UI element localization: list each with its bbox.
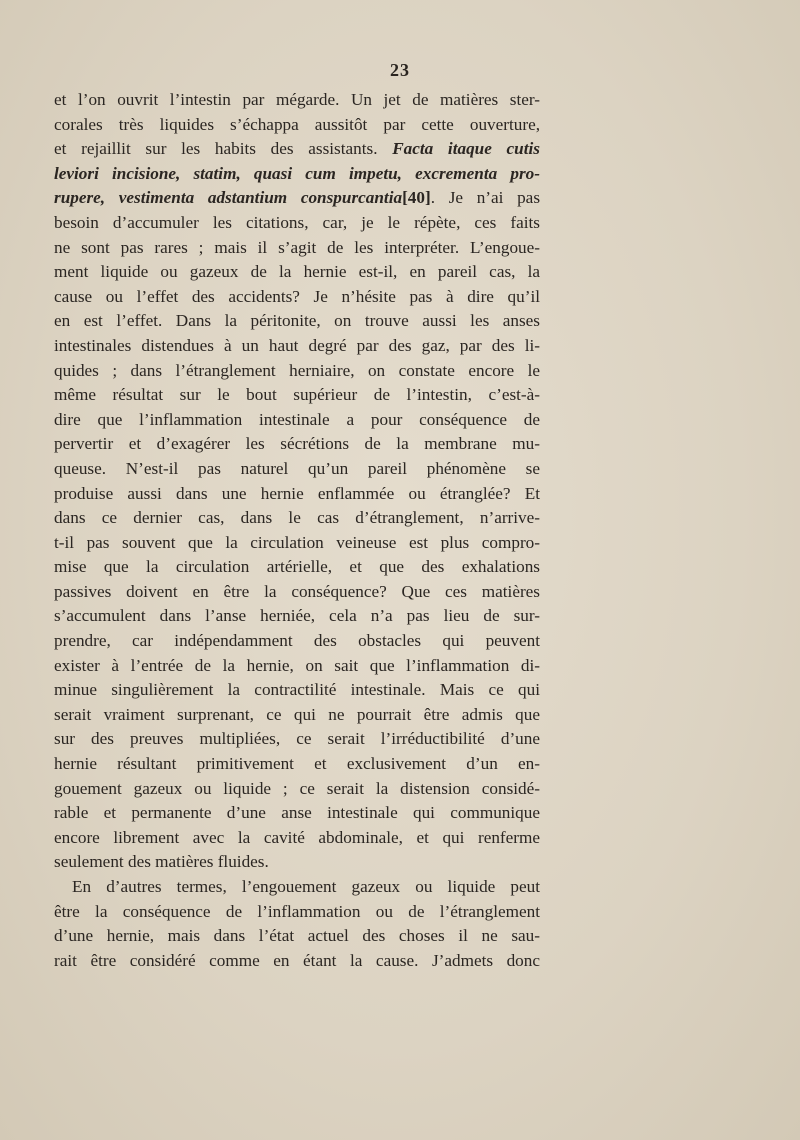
text-line <box>54 432 540 457</box>
text-segment: queuse. N’est-il pas naturel qu’un pareil phénomène se <box>54 458 540 478</box>
text-line <box>54 186 540 211</box>
text-segment: et rejaillit sur les habits des assistants. <box>54 139 393 159</box>
text-line <box>54 88 540 113</box>
text-segment: dire que l’inflammation intestinale a pour conséquence de <box>54 409 540 429</box>
text-segment: t-il pas souvent que la circulation veineuse est plus compro- <box>54 532 540 552</box>
text-line <box>54 334 540 359</box>
citation-ref: [40] <box>402 188 431 208</box>
text-line <box>54 113 540 138</box>
text-line <box>54 359 540 384</box>
text-segment: passives doivent en être la conséquence? Que ces matières <box>54 581 540 601</box>
text-segment: ne sont pas rares ; mais il s’agit de les interpréter. L’engoue- <box>54 237 540 257</box>
text-segment: même résultat sur le bout supérieur de l’intestin, c’est-à- <box>54 385 540 405</box>
text-segment: besoin d’accumuler les citations, car, je le répète, ces faits <box>54 212 540 232</box>
text-line <box>54 949 540 974</box>
text-segment: intestinales distendues à un haut degré par des gaz, par des li- <box>54 335 540 355</box>
text-segment: prendre, car indépendamment des obstacles qui peuvent <box>54 631 540 651</box>
text-line <box>54 309 540 334</box>
text-segment: En d’autres termes, l’engouement gazeux ou liquide peut <box>72 877 540 896</box>
text-segment: mise que la circulation artérielle, et que des exhalations <box>54 557 540 577</box>
text-line <box>54 850 540 875</box>
text-segment: rable et permanente d’une anse intestinale qui communique <box>54 803 540 823</box>
text-line <box>54 900 540 925</box>
text-line <box>54 211 540 236</box>
text-segment: et l’on ouvrit l’intestin par mégarde. Un jet de matières ster- <box>54 90 540 109</box>
text-segment: quides ; dans l’étranglement herniaire, on constate encore le <box>54 360 540 380</box>
text-segment: corales très liquides s’échappa aussitôt par cette ouverture, <box>54 114 540 134</box>
text-line <box>54 285 540 310</box>
text-segment: en est l’effet. Dans la péritonite, on trouve aussi les anses <box>54 311 540 331</box>
text-line <box>54 383 540 408</box>
text-line <box>54 875 540 900</box>
text-line <box>54 260 540 285</box>
text-line <box>54 752 540 777</box>
text-line <box>54 236 540 261</box>
text-segment: ment liquide ou gazeux de la hernie est-il, en pareil cas, la <box>54 262 540 282</box>
text-line <box>54 703 540 728</box>
text-line <box>54 457 540 482</box>
text-segment: pervertir et d’exagérer les sécrétions de la membrane mu- <box>54 434 540 454</box>
text-segment: gouement gazeux ou liquide ; ce serait la distension considé- <box>54 778 540 798</box>
body-text <box>54 88 540 973</box>
latin-quote: rupere, vestimenta adstantium conspurcantia <box>54 188 403 208</box>
text-segment: encore librement avec la cavité abdominale, et qui renferme <box>54 827 540 847</box>
text-line <box>54 162 540 187</box>
text-segment: cause ou l’effet des accidents? Je n’hésite pas à dire qu’il <box>54 286 540 306</box>
latin-quote: leviori incisione, statim, quasi cum impetu, excrementa pro- <box>54 163 540 183</box>
text-segment: s’accumulent dans l’anse herniée, cela n’a pas lieu de sur- <box>54 606 540 626</box>
text-segment: produise aussi dans une hernie enflammée ou étranglée? Et <box>54 483 540 503</box>
text-segment: rait être considéré comme en étant la cause. J’admets donc <box>54 950 540 970</box>
text-line <box>54 801 540 826</box>
text-line <box>54 678 540 703</box>
text-line <box>54 506 540 531</box>
text-line <box>54 826 540 851</box>
text-segment: hernie résultant primitivement et exclusivement d’un en- <box>54 754 540 774</box>
text-segment: minue singulièrement la contractilité intestinale. Mais ce qui <box>54 680 540 700</box>
text-line <box>54 777 540 802</box>
text-line <box>54 408 540 433</box>
text-segment: sur des preuves multipliées, ce serait l’irréductibilité d’une <box>54 729 540 749</box>
text-segment: serait vraiment surprenant, ce qui ne pourrait être admis que <box>54 704 540 724</box>
text-line <box>54 137 540 162</box>
text-line <box>54 555 540 580</box>
page-number: 23 <box>390 60 410 80</box>
text-line <box>54 654 540 679</box>
text-segment: exister à l’entrée de la hernie, on sait que l’inflammation di- <box>54 655 540 675</box>
text-line <box>54 482 540 507</box>
text-line <box>54 531 540 556</box>
text-line <box>54 924 540 949</box>
text-segment: dans ce dernier cas, dans le cas d’étranglement, n’arrive- <box>54 508 540 528</box>
text-line <box>54 727 540 752</box>
text-segment: . Je n’ai pas <box>430 188 541 208</box>
text-line <box>54 629 540 654</box>
text-segment: d’une hernie, mais dans l’état actuel des choses il ne sau- <box>54 926 540 946</box>
text-segment: être la conséquence de l’inflammation ou de l’étranglement <box>54 901 540 921</box>
text-line <box>54 604 540 629</box>
latin-quote: Facta itaque cutis <box>392 139 540 159</box>
text-segment: seulement des matières fluides. <box>54 852 269 872</box>
text-line <box>54 580 540 605</box>
